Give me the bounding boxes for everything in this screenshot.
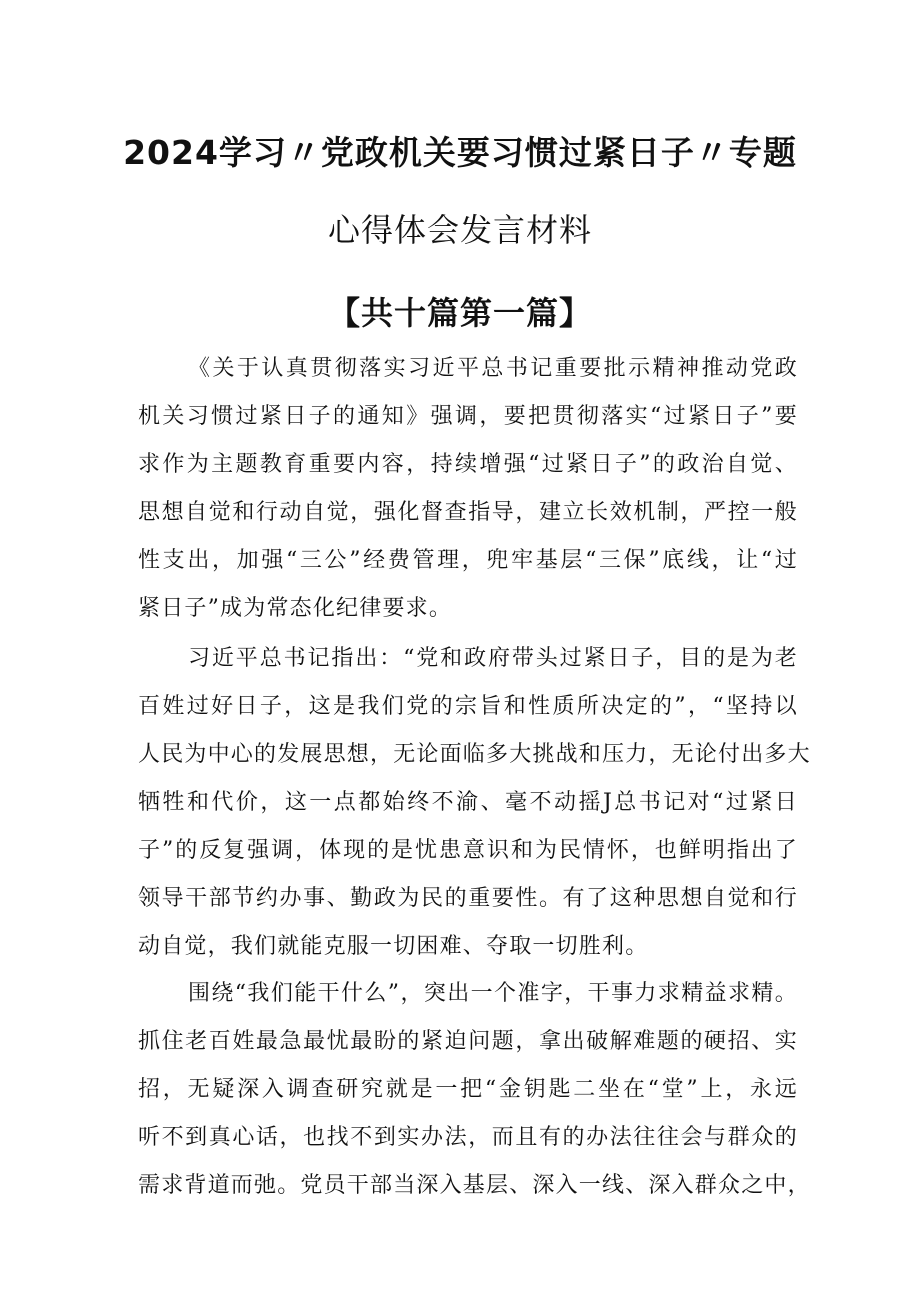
paragraph [138,970,811,1210]
paragraph-line: 百姓过好日子，这是我们党的宗旨和性质所决定的”，“坚持以 [138,694,798,719]
paragraph-line: 动自觉，我们就能克服一切困难、夺取一切胜利。 [138,934,649,959]
paragraph-line: 机关习惯过紧日子的通知》强调，要把贯彻落实“过紧日子”要 [138,404,798,429]
paragraph-line: 人民为中心的发展思想，无论面临多大挑战和压力，无论付出多大 [138,742,811,767]
paragraph-line: 性支出，加强“三公”经费管理，兜牢基层“三保”底线，让“过 [138,548,798,573]
document-part-label: 【共十篇第一篇】 [327,294,592,332]
paragraph-line: 牺牲和代价，这一点都始终不渝、毫不动摇J总书记对“过紧日 [138,790,798,815]
document-subtitle: 心得体会发言材料 [327,211,592,249]
paragraph-line: 需求背道而弛。党员干部当深入基层、深入一线、深入群众之中， [138,1173,811,1198]
paragraph [138,635,811,971]
paragraph-line: 子”的反复强调，体现的是忧患意识和为民情怀，也鲜明指出了 [138,838,798,863]
paragraph-line: 《关于认真贯彻落实习近平总书记重要批示精神推动党政 [188,356,798,381]
paragraph-line: 听不到真心话，也找不到实办法，而且有的办法往往会与群众的 [138,1125,798,1150]
paragraph-line: 紧日子”成为常态化纪律要求。 [138,596,453,621]
paragraph-line: 围绕“我们能干什么”，突出一个准字，干事力求精益求精。 [188,981,798,1006]
document-title: 2024学习〃党政机关要习惯过紧日子〃专题 [123,133,797,172]
paragraph-line: 习近平总书记指出：“党和政府带头过紧日子，目的是为老 [188,646,798,671]
paragraph-line: 求作为主题教育重要内容，持续增强“过紧日子”的政治自觉、 [138,452,798,477]
paragraph-line: 领导干部节约办事、勤政为民的重要性。有了这种思想自觉和行 [138,886,798,911]
paragraph-line: 招，无疑深入调查研究就是一把“金钥匙二坐在“堂”上，永远 [138,1077,798,1102]
paragraph-line: 抓住老百姓最急最忧最盼的紧迫问题，拿出破解难题的硬招、实 [138,1029,798,1054]
paragraph [138,345,798,633]
paragraph-line: 思想自觉和行动自觉，强化督查指导，建立长效机制，严控一般 [138,500,798,525]
